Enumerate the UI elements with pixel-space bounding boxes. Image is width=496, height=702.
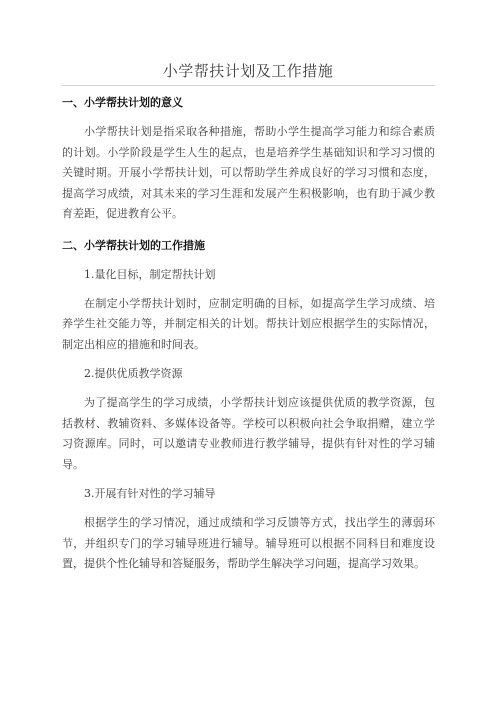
measure-title-1: 1.量化目标，制定帮扶计划 xyxy=(84,267,216,281)
measure-title-3: 3.开展有针对性的学习辅导 xyxy=(84,487,216,500)
measure-paragraph-2: 为了提高学生的学习成绩，小学帮扶计划应该提供优质的教学资源，包括教材、教辅资料、多媒体设备等。学校可以积极向社会争取捐赠，建立学习资源库。同时，可以邀请专业教师进行教学辅导，提供有针对性的学习辅导。 xyxy=(62,396,435,471)
measure-paragraph-1: 在制定小学帮扶计划时，应制定明确的目标，如提高学生学习成绩、培养学生社交能力等，并制定相关的计划。帮扶计划应根据学生的实际情况，制定出相应的措施和时间表。 xyxy=(62,296,435,351)
section-heading-significance: 一、小学帮扶计划的意义 xyxy=(62,96,183,109)
document-body xyxy=(62,93,435,575)
section-paragraph-significance: 小学帮扶计划是指采取各种措施，帮助小学生提高学习能力和综合素质的计划。小学阶段是学生人生的起点，也是培养学生基础知识和学习习惯的关键时期。开展小学帮扶计划，可以帮助学生养成良好的学习习惯和态度，提高学习成绩，对其未来的学习生涯和发展产生积极影响，也有助于减少教育差距，促进教育公平。 xyxy=(62,125,435,220)
title-divider xyxy=(62,85,435,86)
measure-title-2: 2.提供优质教学资源 xyxy=(84,367,183,380)
document-title: 小学帮扶计划及工作措施 xyxy=(162,62,334,80)
measure-paragraph-3: 根据学生的学习情况，通过成绩和学习反馈等方式，找出学生的薄弱环节，并组织专门的学习辅导班进行辅导。辅导班可以根据不同科目和难度设置，提供个性化辅导和答疑服务，帮助学生解决学习问题，提高学习效果。 xyxy=(62,516,435,570)
section-heading-measures: 二、小学帮扶计划的工作措施 xyxy=(62,238,205,252)
